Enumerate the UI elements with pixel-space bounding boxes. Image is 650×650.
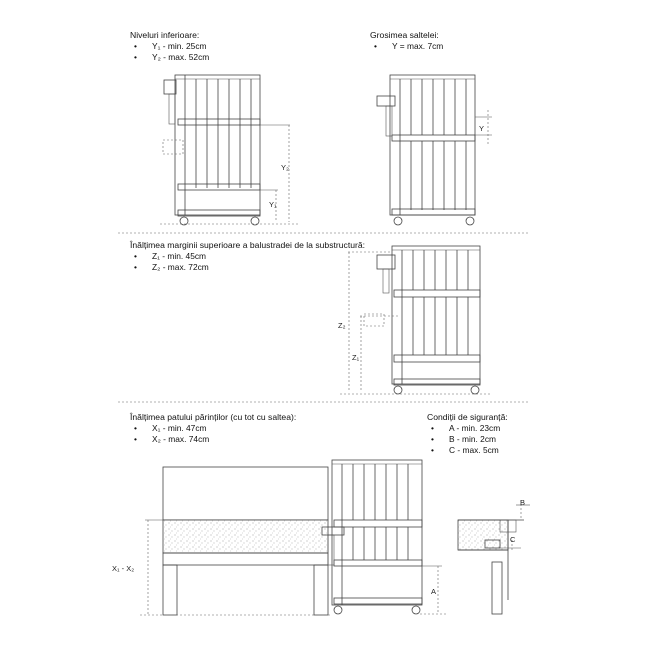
mattress-thickness-item: • Y = max. 7cm bbox=[370, 41, 443, 52]
label-y2: Y₂ bbox=[281, 163, 289, 172]
label-z2: Z₂ bbox=[338, 321, 346, 330]
safety-conditions-item-c: • C - max. 5cm bbox=[427, 445, 508, 456]
detail-inset bbox=[458, 498, 530, 614]
safety-conditions-heading: Condiții de siguranță: bbox=[427, 412, 508, 422]
label-a: A bbox=[431, 587, 437, 596]
safety-conditions-item-a: • A - min. 23cm bbox=[427, 423, 508, 434]
parent-bed-height-heading: Înălțimea patului părinților (cu tot cu saltea): bbox=[130, 412, 297, 422]
top-edge-height-item-z2: • Z₂ - max. 72cm bbox=[130, 262, 365, 273]
parent-bed-height-item-x1: • X₁ - min. 47cm bbox=[130, 423, 296, 434]
label-c: C bbox=[510, 535, 516, 544]
safety-conditions-item-b: • B - min. 2cm bbox=[427, 434, 508, 445]
crib-top-edge-height bbox=[338, 246, 492, 394]
parent-bed bbox=[112, 467, 330, 615]
label-y: Y bbox=[479, 124, 485, 133]
crib-parent-bed bbox=[322, 460, 446, 614]
lower-levels-item-y1: • Y₁ - min. 25cm bbox=[130, 41, 209, 52]
parent-bed-height-item-x2: • X₂ - max. 74cm bbox=[130, 434, 296, 445]
label-y1: Y₁ bbox=[269, 200, 277, 209]
crib-mattress-thickness bbox=[377, 75, 492, 225]
top-edge-height-item-z1: • Z₁ - min. 45cm bbox=[130, 251, 365, 262]
top-edge-height-heading: Înălțimea marginii superioare a balustradei de la substructură: bbox=[130, 240, 366, 250]
lower-levels-item-y2: • Y₂ - max. 52cm bbox=[130, 52, 209, 63]
label-z1: Z₁ bbox=[352, 353, 360, 362]
lower-levels-heading: Niveluri inferioare: bbox=[130, 30, 200, 40]
crib-lower-levels bbox=[160, 75, 300, 225]
mattress-thickness-heading: Grosimea saltelei: bbox=[370, 30, 439, 40]
label-b: B bbox=[520, 498, 526, 507]
label-x1-x2: X₁ - X₂ bbox=[112, 564, 135, 573]
